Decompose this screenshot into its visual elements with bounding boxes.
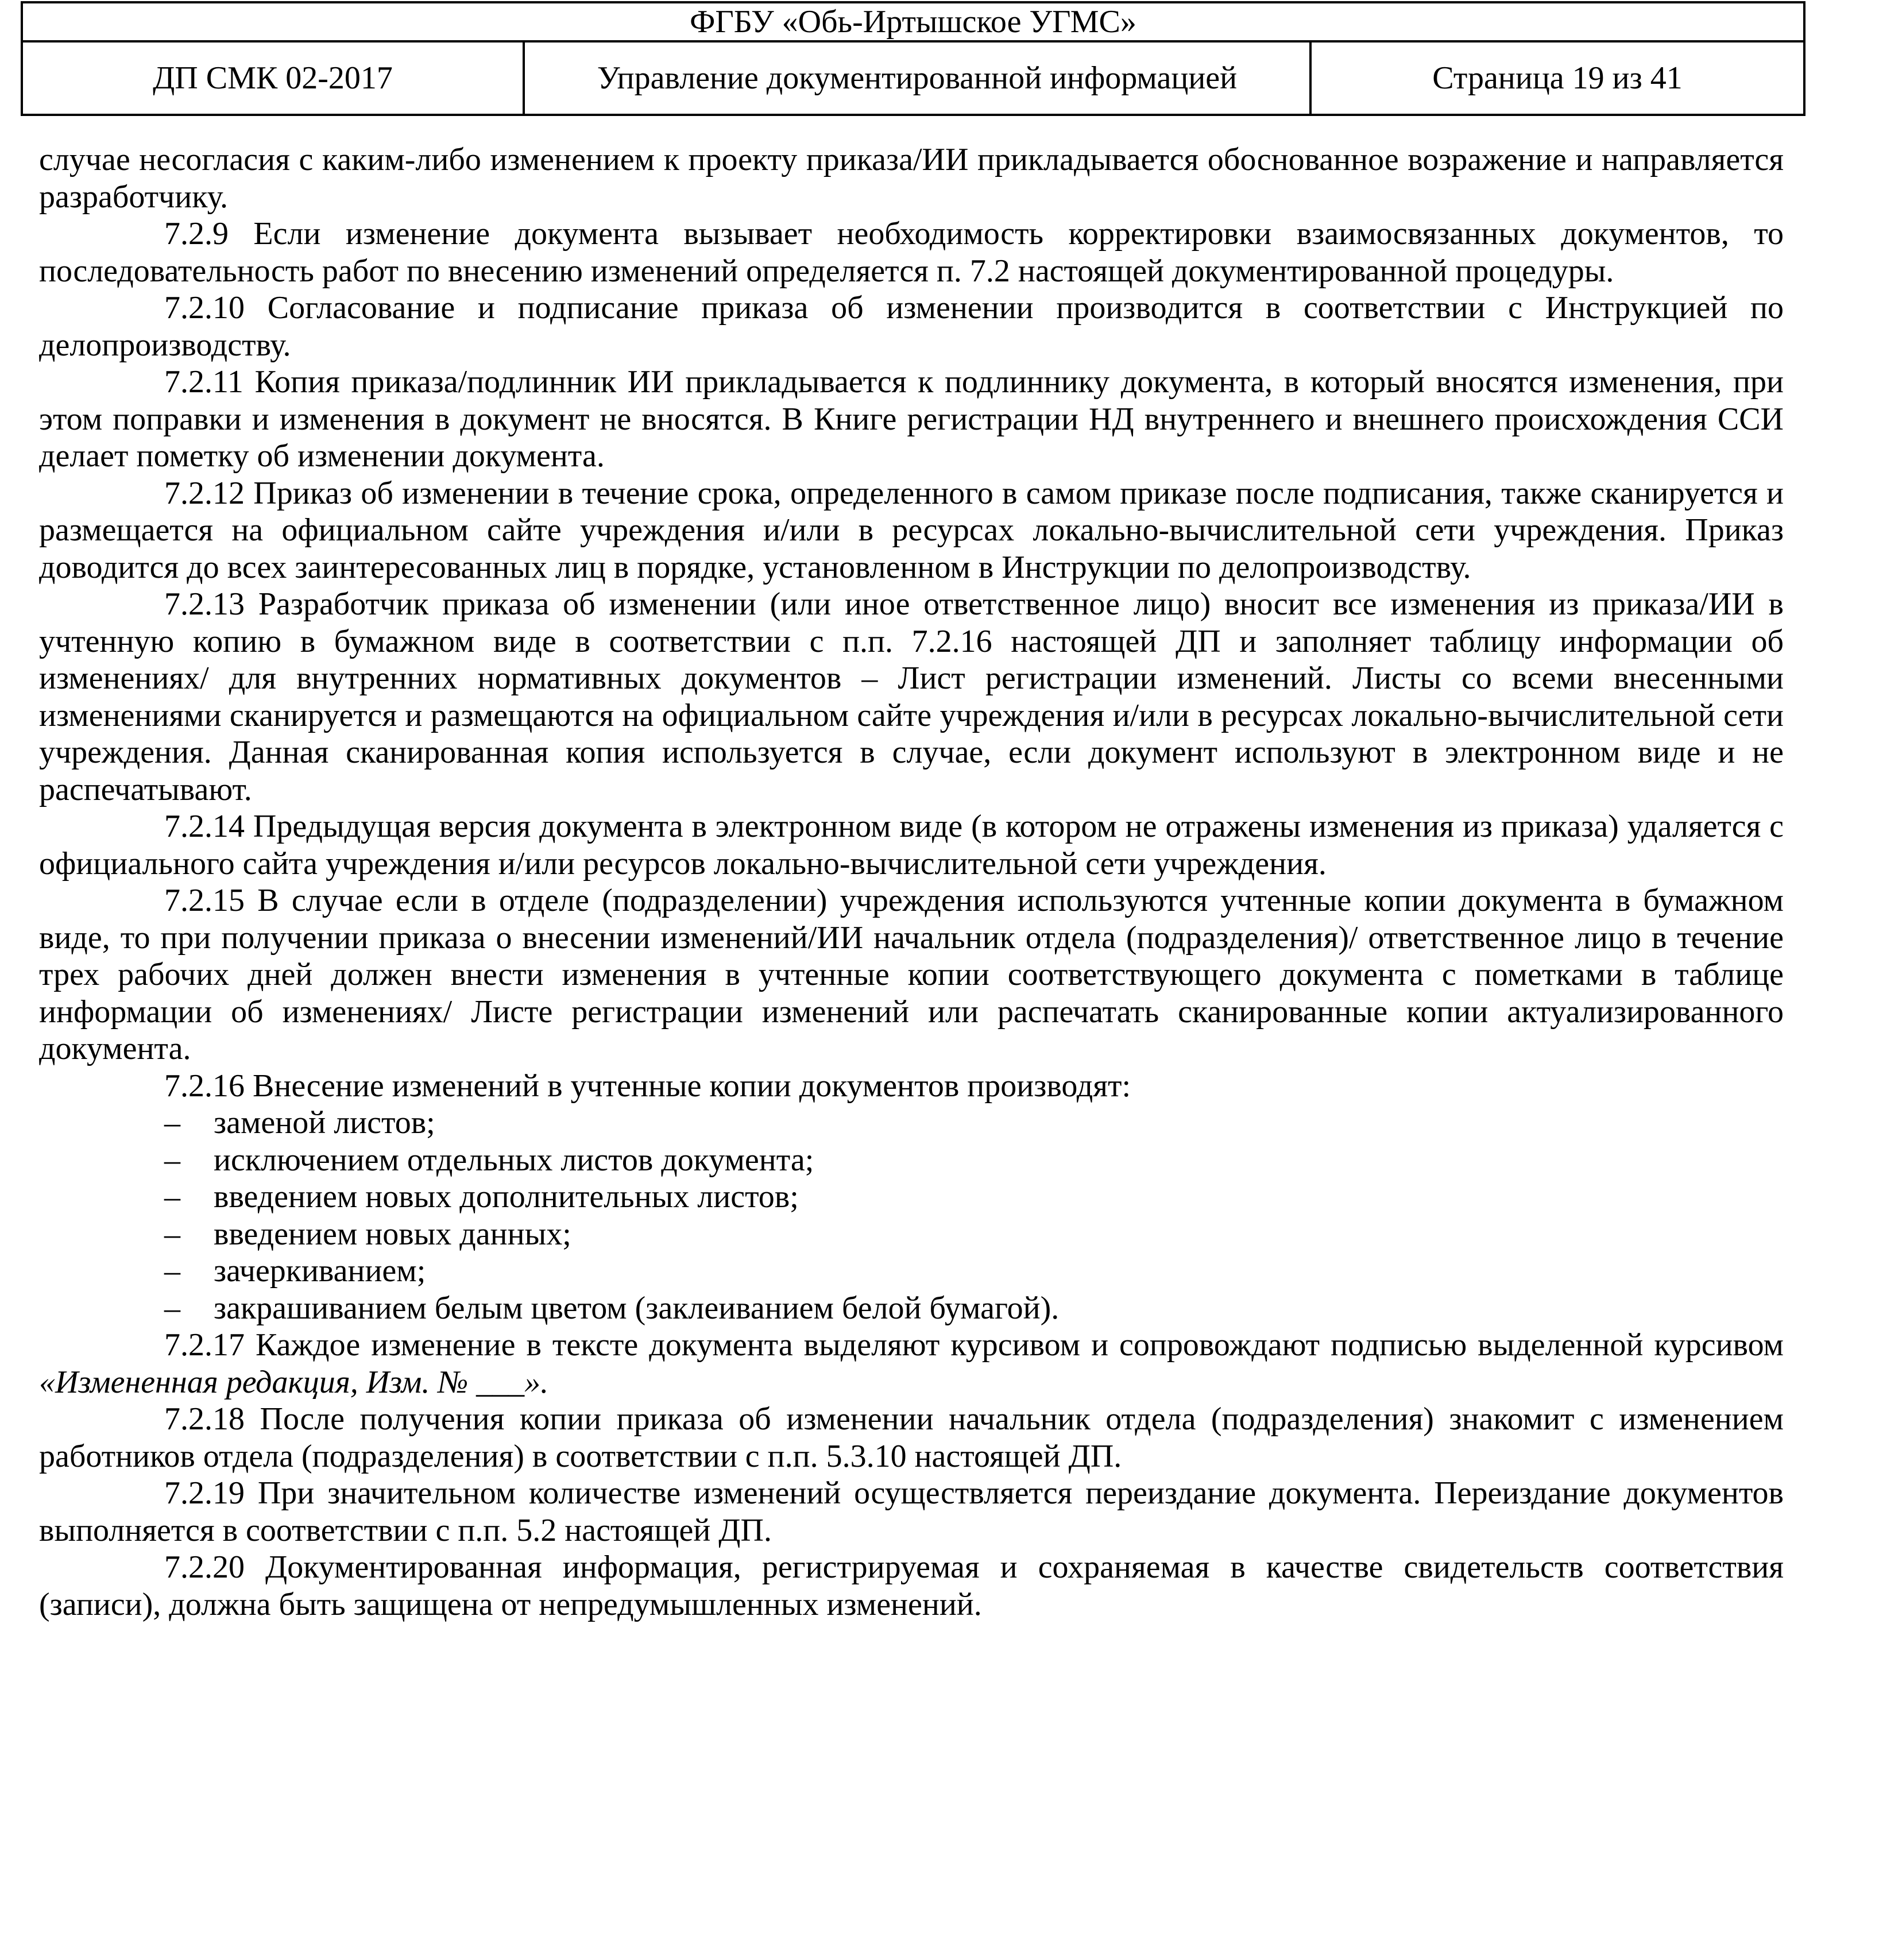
page-header-table xyxy=(21,1,1805,116)
list-item-text: заменой листов; xyxy=(214,1105,435,1141)
header-document-code: ДП СМК 02-2017 xyxy=(22,41,524,115)
header-document-title: Управление документированной информацией xyxy=(524,41,1310,115)
header-page-number: Страница 19 из 41 xyxy=(1310,41,1804,115)
dash-bullet: – xyxy=(164,1179,180,1215)
list-item xyxy=(164,1142,1784,1179)
header-organization: ФГБУ «Обь-Иртышское УГМС» xyxy=(22,2,1804,41)
paragraph-7-2-11: 7.2.11 Копия приказа/подлинник ИИ прикладывается к подлиннику документа, в который вносятся изменения, при этом поправки и изменения в документ не вносятся. В Книге регистрации НД внутреннего и внешнего происхождения ССИ делает пометку об изменении документа. xyxy=(39,364,1784,474)
list-item-text: введением новых дополнительных листов; xyxy=(214,1179,799,1215)
dash-bullet: – xyxy=(164,1105,180,1141)
paragraph-7-2-20: 7.2.20 Документированная информация, регистрируемая и сохраняемая в качестве свидетельств соответствия (записи), должна быть защищена от непредумышленных изменений. xyxy=(39,1549,1784,1622)
list-item-text: зачеркиванием; xyxy=(214,1253,426,1289)
dash-bullet: – xyxy=(164,1290,180,1326)
list-item xyxy=(164,1178,1784,1216)
paragraph-7-2-15: 7.2.15 В случае если в отделе (подразделении) учреждения используются учтенные копии документа в бумажном виде, то при получении приказа о внесении изменений/ИИ начальник отдела (подразделения)/ ответственное лицо в течение трех рабочих дней должен внести изменения в учтенные копии соответствующего документа с пометками в таблице информации об изменениях/ Листе регистрации изменений или распечатать сканированные копии актуализированного документа. xyxy=(39,883,1784,1066)
dash-bullet: – xyxy=(164,1216,180,1252)
paragraph-7-2-10: 7.2.10 Согласование и подписание приказа об изменении производится в соответствии с Инструкцией по делопроизводству. xyxy=(39,290,1784,363)
list-item xyxy=(164,1290,1784,1327)
list-item xyxy=(164,1252,1784,1290)
list-item xyxy=(164,1216,1784,1253)
change-methods-list xyxy=(39,1104,1784,1327)
paragraph-continuation: случае несогласия с каким-либо изменением к проекту приказа/ИИ прикладывается обоснованное возражение и направляется разработчику. xyxy=(39,142,1784,215)
paragraph-7-2-12: 7.2.12 Приказ об изменении в течение срока, определенного в самом приказе после подписания, также сканируется и размещается на официальном сайте учреждения и/или в ресурсах локально-вычислительной сети учреждения. Приказ доводится до всех заинтересованных лиц в порядке, установленном в Инструкции по делопроизводству. xyxy=(39,475,1784,585)
paragraph-7-2-17 xyxy=(39,1327,1784,1401)
italic-change-note: «Измененная редакция, Изм. № ___». xyxy=(39,1364,549,1400)
dash-bullet: – xyxy=(164,1253,180,1289)
list-item-text: исключением отдельных листов документа; xyxy=(214,1142,814,1178)
document-body xyxy=(39,141,1784,1623)
list-item-text: закрашиванием белым цветом (заклеиванием белой бумагой). xyxy=(214,1290,1060,1326)
paragraph-7-2-17-text: 7.2.17 Каждое изменение в тексте документа выделяют курсивом и сопровождают подписью выделенной курсивом xyxy=(164,1327,1784,1363)
paragraph-7-2-18: 7.2.18 После получения копии приказа об изменении начальник отдела (подразделения) знакомит с изменением работников отдела (подразделения) в соответствии с п.п. 5.3.10 настоящей ДП. xyxy=(39,1401,1784,1474)
paragraph-7-2-16: 7.2.16 Внесение изменений в учтенные копии документов производят: xyxy=(164,1068,1131,1104)
paragraph-7-2-9: 7.2.9 Если изменение документа вызывает необходимость корректировки взаимосвязанных документов, то последовательность работ по внесению изменений определяется п. 7.2 настоящей документированной процедуры. xyxy=(39,216,1784,289)
paragraph-7-2-19: 7.2.19 При значительном количестве изменений осуществляется переиздание документа. Переиздание документов выполняется в соответствии с п.п. 5.2 настоящей ДП. xyxy=(39,1475,1784,1548)
dash-bullet: – xyxy=(164,1142,180,1178)
paragraph-7-2-14: 7.2.14 Предыдущая версия документа в электронном виде (в котором не отражены изменения из приказа) удаляется с официального сайта учреждения и/или ресурсов локально-вычислительной сети учреждения. xyxy=(39,809,1784,882)
list-item xyxy=(164,1104,1784,1142)
paragraph-7-2-13: 7.2.13 Разработчик приказа об изменении (или иное ответственное лицо) вносит все изменения из приказа/ИИ в учтенную копию в бумажном виде в соответствии с п.п. 7.2.16 настоящей ДП и заполняет таблицу информации об изменениях/ для внутренних нормативных документов – Лист регистрации изменений. Листы со всеми внесенными изменениями сканируется и размещаются на официальном сайте учреждения и/или в ресурсах локально-вычислительной сети учреждения. Данная сканированная копия используется в случае, если документ используют в электронном виде и не распечатывают. xyxy=(39,586,1784,807)
list-item-text: введением новых данных; xyxy=(214,1216,571,1252)
